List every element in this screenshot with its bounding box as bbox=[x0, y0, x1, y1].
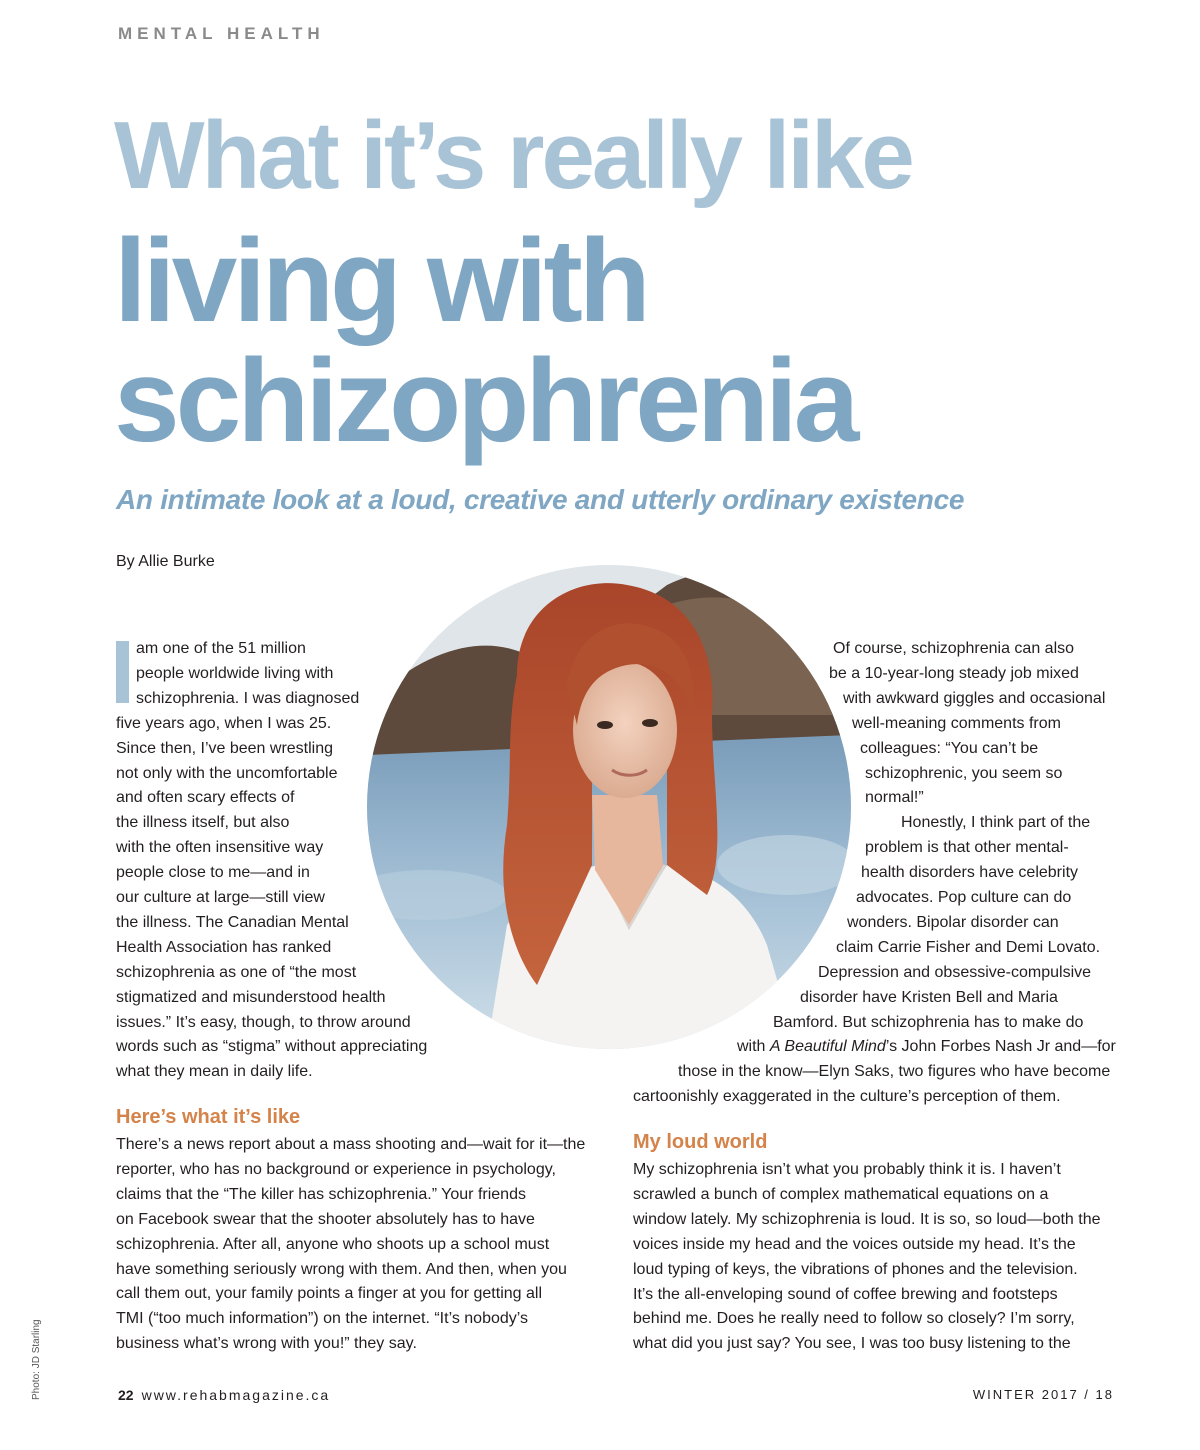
text-line: people close to me—and in bbox=[116, 864, 310, 882]
text-line: call them out, your family points a finger at you for getting all bbox=[116, 1285, 542, 1303]
headline-line-3: schizophrenia bbox=[114, 335, 856, 467]
issue-label: WINTER 2017 / 18 bbox=[972, 1387, 1114, 1402]
section-label: MENTAL HEALTH bbox=[118, 24, 325, 43]
text-line: Depression and obsessive-compulsive bbox=[818, 963, 1092, 981]
byline: By Allie Burke bbox=[116, 553, 215, 570]
footer-left bbox=[118, 1387, 330, 1403]
text-line: and often scary effects of bbox=[116, 789, 295, 807]
text-line: business what’s wrong with you!” they say. bbox=[116, 1335, 417, 1353]
site-url[interactable]: www.rehabmagazine.ca bbox=[141, 1387, 331, 1403]
text-line: have something seriously wrong with them. And then, when you bbox=[116, 1260, 567, 1278]
text-run: with bbox=[737, 1038, 770, 1056]
text-line: schizophrenic, you seem so bbox=[865, 764, 1063, 782]
text-line: our culture at large—still view bbox=[116, 889, 325, 906]
text-line: voices inside my head and the voices outside my head. It’s the bbox=[633, 1235, 1076, 1253]
text-line: claims that the “The killer has schizophrenia.” Your friends bbox=[116, 1185, 526, 1203]
text-line: advocates. Pop culture can do bbox=[856, 889, 1072, 906]
photo-credit: Photo: JD Starling bbox=[31, 1319, 42, 1400]
text-line: cartoonishly exaggerated in the culture’s perception of them. bbox=[633, 1088, 1061, 1106]
text-line: Health Association has ranked bbox=[116, 938, 332, 956]
text-line: five years ago, when I was 25. bbox=[116, 714, 332, 732]
text-line: schizophrenia as one of “the most bbox=[116, 963, 357, 981]
text-line: what they mean in daily life. bbox=[116, 1063, 313, 1081]
text-line: behind me. Does he really need to follow so closely? I’m sorry, bbox=[633, 1310, 1075, 1328]
text-line: not only with the uncomfortable bbox=[116, 764, 338, 782]
text-line: There’s a news report about a mass shooting and—wait for it—the bbox=[116, 1136, 586, 1153]
text-line: on Facebook swear that the shooter absolutely has to have bbox=[116, 1210, 535, 1228]
drop-cap-bar bbox=[116, 641, 129, 703]
text-line: My schizophrenia isn’t what you probably think it is. I haven’t bbox=[633, 1161, 1061, 1178]
text-line: the illness. The Canadian Mental bbox=[116, 913, 349, 931]
text-line: loud typing of keys, the vibrations of phones and the television. bbox=[633, 1260, 1078, 1278]
headline-line-2: living with bbox=[114, 215, 647, 347]
text-line: be a 10-year-long steady job mixed bbox=[829, 664, 1079, 682]
subhead-heres-what-its-like: Here’s what it’s like bbox=[116, 1106, 301, 1128]
text-line: people worldwide living with bbox=[136, 664, 334, 682]
text-line: health disorders have celebrity bbox=[861, 864, 1079, 882]
book-title: A Beautiful Mind bbox=[769, 1038, 886, 1056]
subhead-my-loud-world: My loud world bbox=[633, 1131, 768, 1153]
text-line: with the often insensitive way bbox=[116, 839, 324, 857]
text-line: problem is that other mental- bbox=[865, 839, 1069, 857]
text-line: Since then, I’ve been wrestling bbox=[116, 739, 334, 757]
page-number: 22 bbox=[118, 1387, 134, 1403]
text-line: am one of the 51 million bbox=[136, 640, 306, 657]
text-line: wonders. Bipolar disorder can bbox=[847, 913, 1059, 931]
text-line: TMI (“too much information”) on the internet. “It’s nobody’s bbox=[116, 1310, 529, 1328]
text-line: scrawled a bunch of complex mathematical equations on a bbox=[633, 1185, 1049, 1203]
headline-line-1: What it’s really like bbox=[114, 102, 912, 209]
text-line: normal!” bbox=[865, 789, 924, 807]
text-line: colleagues: “You can’t be bbox=[860, 739, 1039, 757]
text-line: Honestly, I think part of the bbox=[901, 814, 1091, 832]
text-line: stigmatized and misunderstood health bbox=[116, 988, 386, 1006]
text-line: reporter, who has no background or experience in psychology, bbox=[116, 1160, 556, 1178]
text-line: Bamford. But schizophrenia has to make do bbox=[773, 1013, 1084, 1031]
text-line: well-meaning comments from bbox=[852, 714, 1061, 732]
text-line: It’s the all-enveloping sound of coffee brewing and footsteps bbox=[633, 1285, 1058, 1303]
text-line: the illness itself, but also bbox=[116, 814, 290, 832]
text-line: disorder have Kristen Bell and Maria bbox=[800, 988, 1058, 1006]
portrait-photo bbox=[367, 565, 851, 1049]
text-line: claim Carrie Fisher and Demi Lovato. bbox=[836, 938, 1101, 956]
text-line: Of course, schizophrenia can also bbox=[833, 640, 1075, 657]
text-line: schizophrenia. After all, anyone who shoots up a school must bbox=[116, 1235, 550, 1253]
text-line bbox=[737, 1035, 1116, 1060]
text-run: ’s John Forbes Nash Jr and—for bbox=[885, 1038, 1116, 1056]
text-line: schizophrenia. I was diagnosed bbox=[136, 689, 360, 707]
text-line: with awkward giggles and occasional bbox=[843, 689, 1106, 707]
text-line: window lately. My schizophrenia is loud. It is so, so loud—both the bbox=[633, 1210, 1101, 1228]
text-line: words such as “stigma” without appreciating bbox=[116, 1038, 428, 1056]
text-line: issues.” It’s easy, though, to throw around bbox=[116, 1013, 411, 1031]
text-line: what did you just say? You see, I was too busy listening to the bbox=[633, 1335, 1071, 1353]
deck-subtitle: An intimate look at a loud, creative and utterly ordinary existence bbox=[116, 484, 965, 515]
text-line: those in the know—Elyn Saks, two figures who have become bbox=[678, 1063, 1111, 1081]
